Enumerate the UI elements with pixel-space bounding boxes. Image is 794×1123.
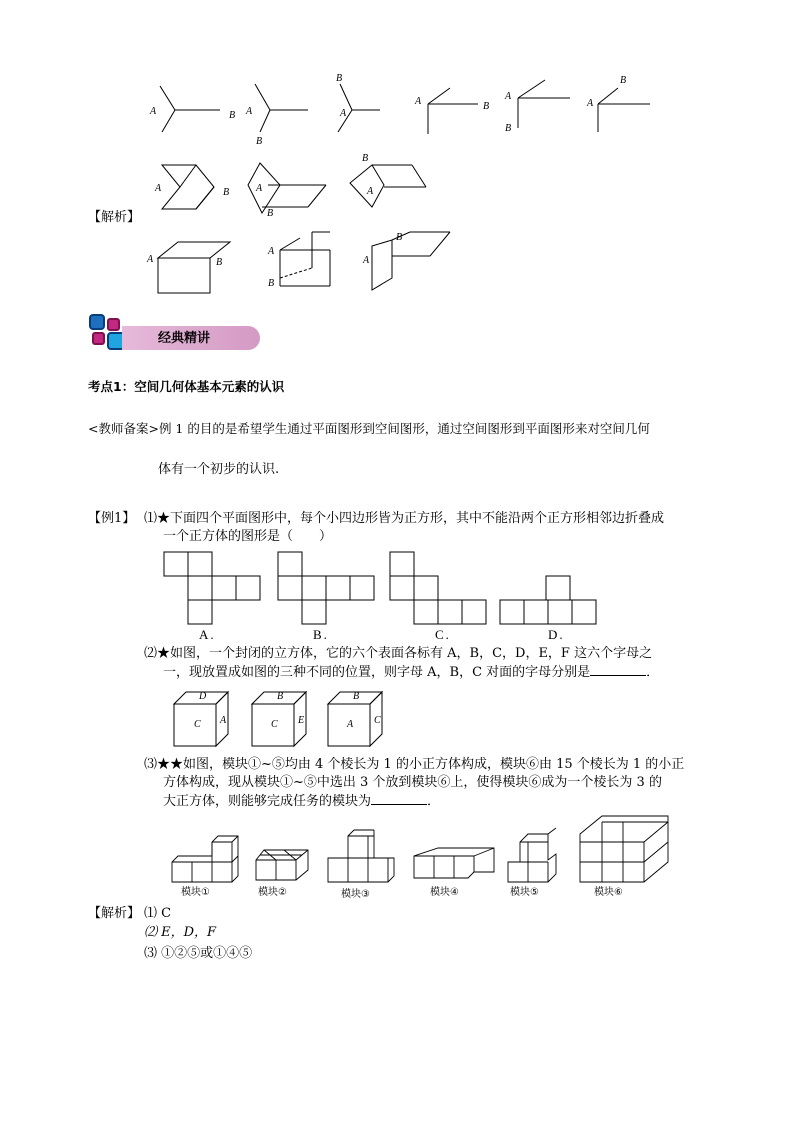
- module-6-label: 模块⑥: [594, 887, 623, 898]
- answer-blank: [590, 663, 646, 676]
- label-b: B: [216, 257, 223, 268]
- teacher-note-line1: <教师备案>例 1 的目的是希望学生通过平面图形到空间图形，通过空间图形到平面图形来对空间几何: [88, 421, 650, 436]
- dihedral-figures-row1: [140, 70, 660, 150]
- cube2-front: C: [271, 719, 278, 730]
- module-2-label: 模块②: [258, 887, 287, 898]
- option-c: C.: [435, 627, 451, 642]
- q2-line1: ⑵★如图，一个封闭的立方体，它的六个表面各标有 A，B，C，D，E，F 这六个字母之: [144, 646, 653, 661]
- answer-tag: 【解析】: [88, 906, 141, 921]
- answer-2: ⑵ E，D，F: [144, 925, 217, 940]
- label-b: B: [268, 278, 275, 289]
- cube3-top: B: [353, 691, 360, 702]
- q3-line2: 方体构成，现从模块①~⑤中选出 3 个放到模块⑥上，使得模块⑥成为一个棱长为 3 的: [163, 775, 662, 790]
- q2-line2: 一，现放置成如图的三种不同的位置，则字母 A，B，C 对面的字母分别是 ．: [163, 665, 660, 680]
- answer-1: ⑴ C: [144, 906, 172, 921]
- label-a: A: [147, 254, 154, 265]
- cube3-side: C: [374, 715, 381, 726]
- module-4-label: 模块④: [430, 887, 459, 898]
- q1-line2: 一个正方体的图形是（ ）: [163, 529, 333, 544]
- cube2-top: B: [277, 691, 284, 702]
- q3-line3: 大正方体，则能够完成任务的模块为 ．: [163, 794, 441, 809]
- label-b: B: [256, 136, 263, 147]
- label-b: B: [267, 208, 274, 219]
- label-a: A: [246, 106, 253, 117]
- option-b: B.: [313, 627, 329, 642]
- cube3-front: A: [347, 719, 354, 730]
- label-a: A: [268, 246, 275, 257]
- section-banner: [88, 313, 260, 353]
- label-a: A: [415, 96, 422, 107]
- label-b: B: [483, 101, 490, 112]
- module-3-label: 模块③: [341, 889, 370, 900]
- module-5-label: 模块⑤: [510, 887, 539, 898]
- cube2-side: E: [298, 715, 305, 726]
- label-b: B: [223, 187, 230, 198]
- option-a: A.: [199, 627, 216, 642]
- label-a: A: [256, 183, 263, 194]
- label-b: B: [396, 232, 403, 243]
- label-a: A: [505, 91, 512, 102]
- label-a: A: [340, 108, 347, 119]
- label-a: A: [155, 183, 162, 194]
- section-title: 考点1：空间几何体基本元素的认识: [88, 379, 285, 394]
- q3-line1: ⑶★★如图，模块①~⑤均由 4 个棱长为 1 的小正方体构成，模块⑥由 15 个棱长为 1 的小正: [144, 757, 685, 772]
- label-a: A: [363, 255, 370, 266]
- label-b: B: [505, 123, 512, 134]
- module-figures: [168, 812, 673, 884]
- cube1-side: A: [220, 715, 227, 726]
- teacher-note-line2: 体有一个初步的认识.: [158, 462, 280, 477]
- analysis-figures: [150, 228, 460, 298]
- label-a: A: [367, 186, 374, 197]
- banner-title: 经典精讲: [158, 331, 211, 346]
- label-b: B: [362, 153, 369, 164]
- q1-line1: ⑴★下面四个平面图形中，每个小四边形皆为正方形，其中不能沿两个正方形相邻边折叠成: [144, 511, 665, 526]
- analysis-heading: 【解析】: [88, 210, 141, 225]
- example-tag: 【例1】: [88, 511, 136, 526]
- option-d: D.: [548, 627, 565, 642]
- answer-3: ⑶ ①②⑤或①④⑤: [144, 946, 253, 961]
- label-b: B: [336, 73, 343, 84]
- answer-blank: [371, 792, 427, 805]
- cube1-front: C: [194, 719, 201, 730]
- cube-nets: [160, 550, 600, 626]
- label-b: B: [229, 110, 236, 121]
- label-b: B: [620, 75, 627, 86]
- label-a: A: [150, 106, 157, 117]
- module-1-label: 模块①: [181, 887, 210, 898]
- dihedral-figures-row2: [150, 155, 440, 225]
- cube1-top: D: [199, 691, 207, 702]
- label-a: A: [587, 98, 594, 109]
